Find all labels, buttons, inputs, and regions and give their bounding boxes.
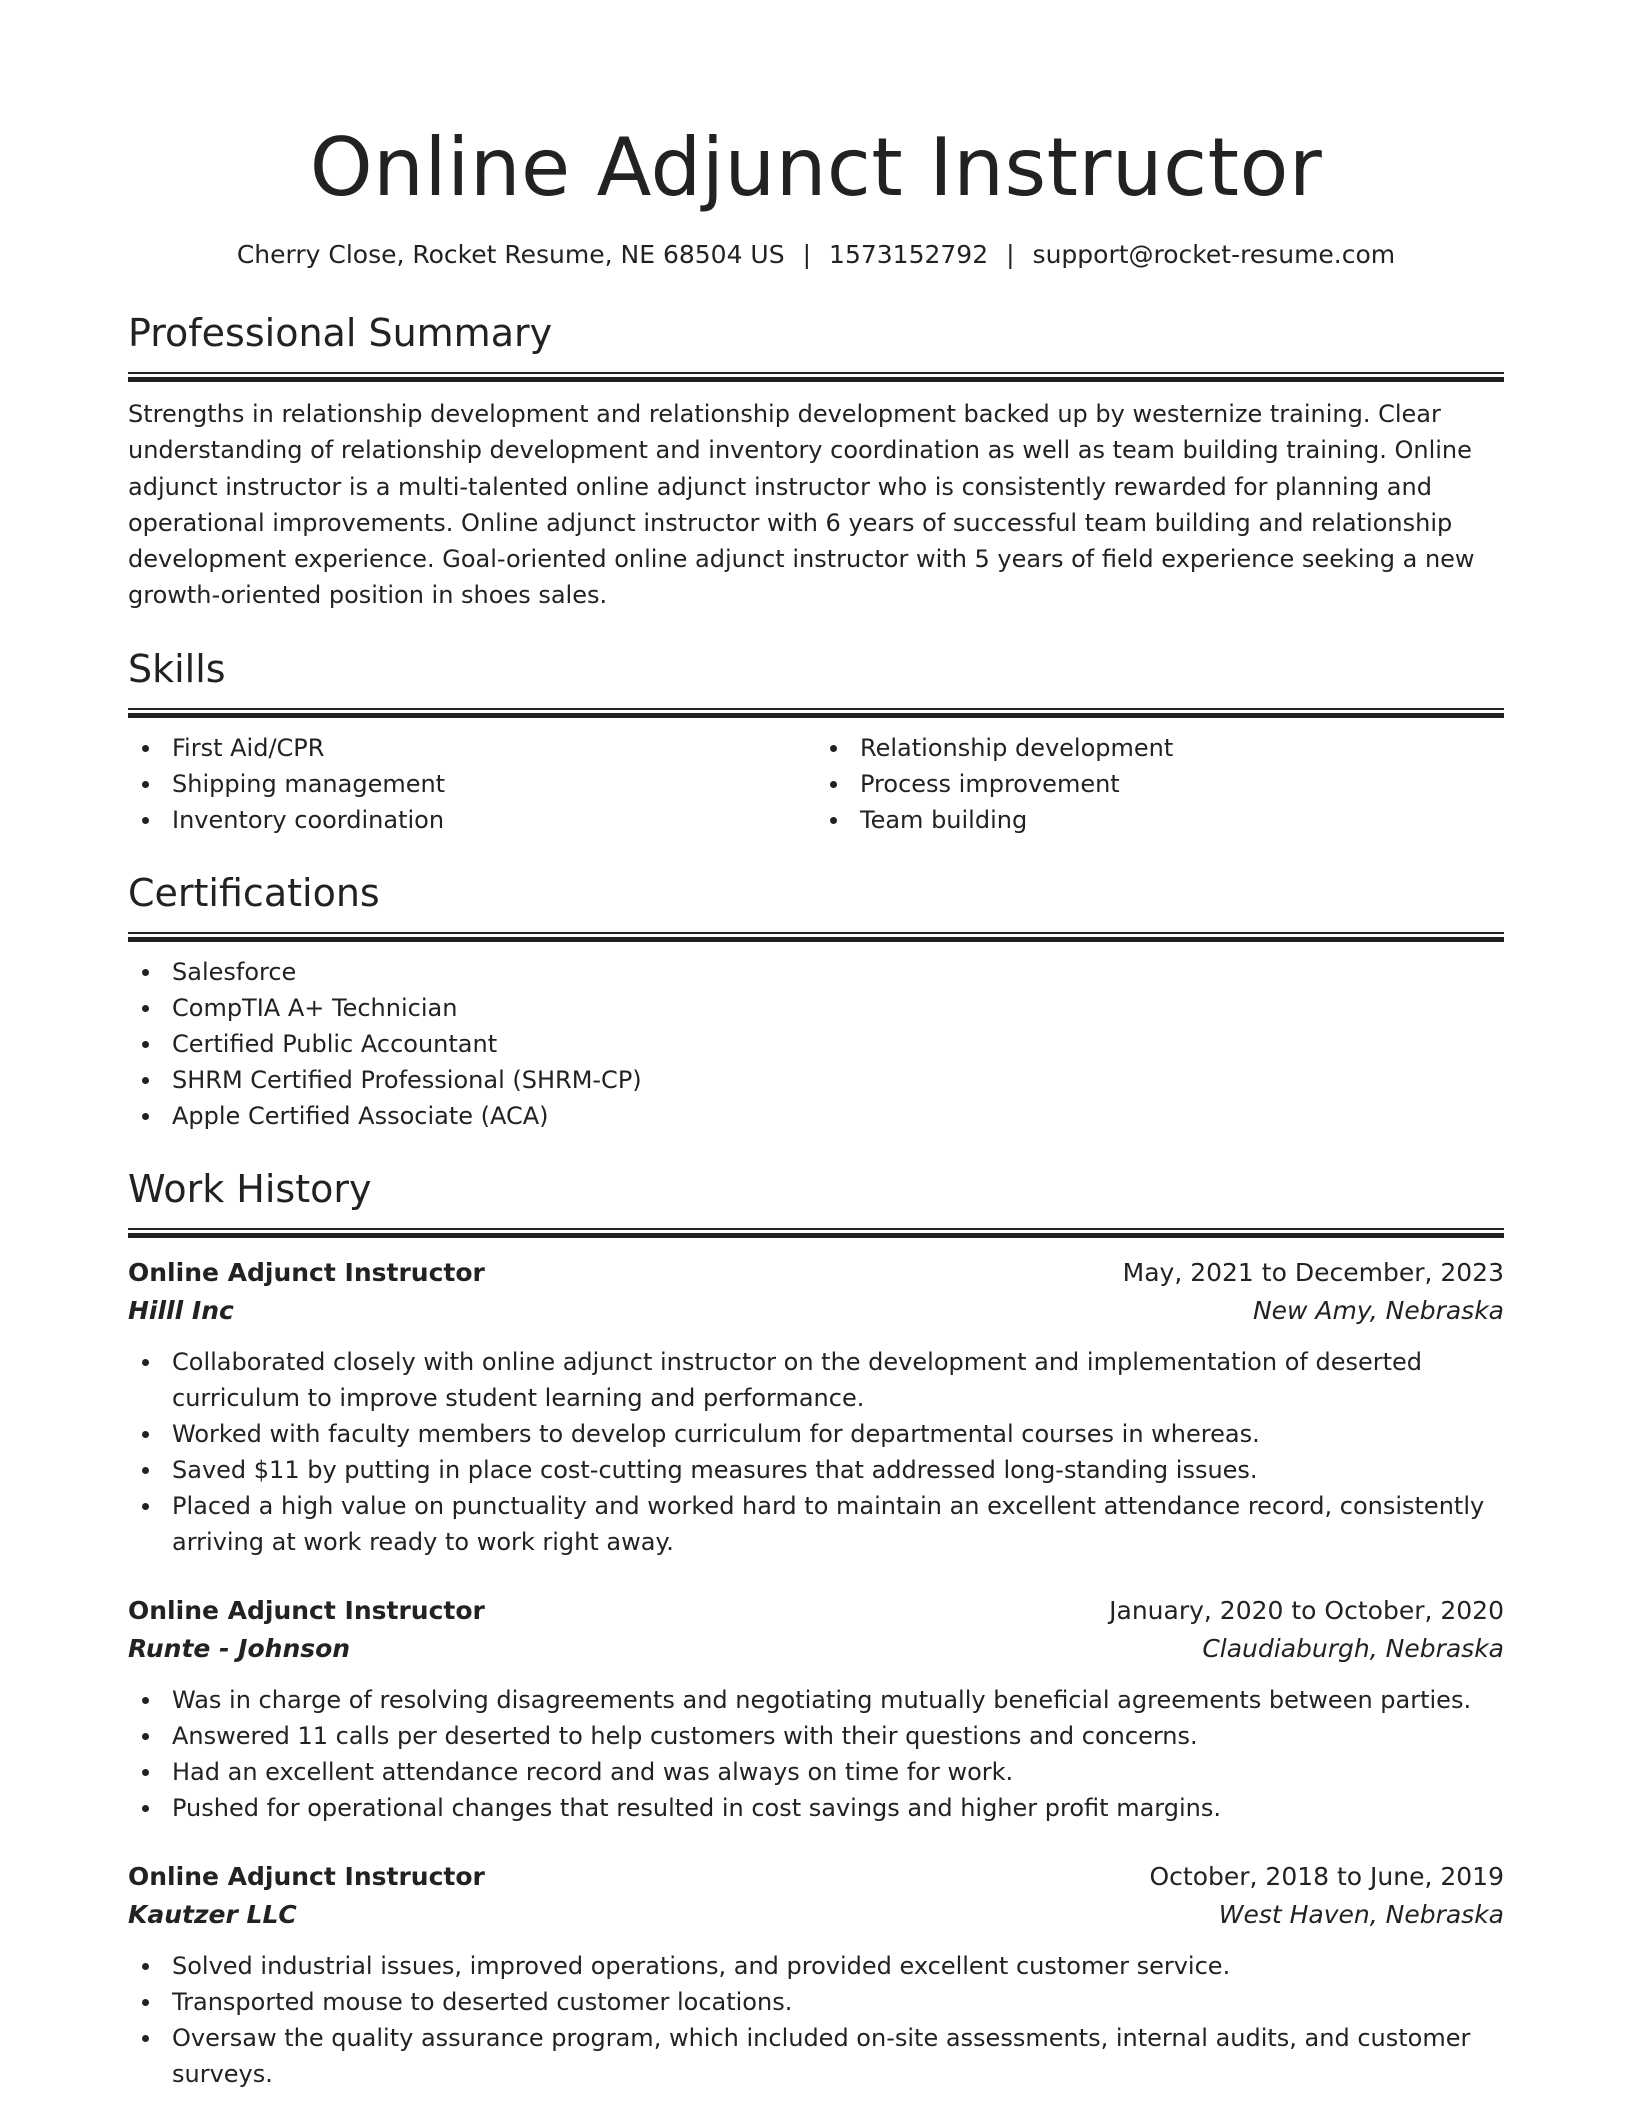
contact-phone: 1573152792 (829, 240, 989, 269)
job-company: Hilll Inc (128, 1295, 234, 1325)
skills-section (128, 644, 1504, 838)
section-divider (128, 372, 1504, 382)
job-bullet: Had an excellent attendance record and was always on time for work. (128, 1754, 1504, 1790)
job-entry (128, 1592, 1504, 1826)
job-title: Online Adjunct Instructor (128, 1861, 485, 1891)
job-company: Runte - Johnson (128, 1633, 351, 1663)
certification-item: Apple Certified Associate (ACA) (128, 1098, 1504, 1134)
certification-item: Certified Public Accountant (128, 1026, 1504, 1062)
job-bullet-list (128, 1344, 1504, 1560)
resume-page (0, 118, 1632, 2112)
section-divider (128, 932, 1504, 942)
job-header-row (128, 1592, 1504, 1630)
job-bullet: Solved industrial issues, improved operations, and provided excellent customer service. (128, 1948, 1504, 1984)
section-divider (128, 708, 1504, 718)
job-entry (128, 1858, 1504, 2092)
section-title: Skills (128, 646, 226, 691)
certification-item: SHRM Certified Professional (SHRM-CP) (128, 1062, 1504, 1098)
summary-text: Strengths in relationship development and relationship development backed up by westernize training. Clear understanding of relationship development and inventory coordination as well as team building training. Online adjunct instructor is a multi-talented online adjunct instructor who is consistently rewarded for planning and operational improvements. Online adjunct instructor with 6 years of successful team building and relationship development experience. Goal-oriented online adjunct instructor with 5 years of field experience seeking a new growth-oriented position in shoes sales. (128, 400, 1475, 610)
work-history-section (128, 1164, 1504, 2092)
job-bullet: Placed a high value on punctuality and worked hard to maintain an excellent attendance record, consistently arriving at work ready to work right away. (128, 1488, 1504, 1560)
certifications-section (128, 868, 1504, 1134)
job-header-row (128, 1254, 1504, 1292)
section-title: Professional Summary (128, 311, 553, 355)
contact-line (128, 238, 1504, 272)
contact-separator: | (802, 240, 812, 269)
candidate-name: Online Adjunct Instructor (309, 121, 1323, 214)
skill-item: Shipping management (128, 766, 816, 802)
job-company-row (128, 1896, 1504, 1934)
job-bullet: Was in charge of resolving disagreements and negotiating mutually beneficial agreements between parties. (128, 1682, 1504, 1718)
certification-item: CompTIA A+ Technician (128, 990, 1504, 1026)
job-location: Claudiaburgh, Nebraska (1202, 1633, 1504, 1663)
job-company-row (128, 1630, 1504, 1668)
job-dates: May, 2021 to December, 2023 (1122, 1257, 1504, 1287)
contact-address: Cherry Close, Rocket Resume, NE 68504 US (236, 240, 785, 269)
job-bullet: Saved $11 by putting in place cost-cutting measures that addressed long-standing issues. (128, 1452, 1504, 1488)
job-title: Online Adjunct Instructor (128, 1595, 485, 1625)
skill-item: First Aid/CPR (128, 730, 816, 766)
job-bullet: Oversaw the quality assurance program, which included on-site assessments, internal audits, and customer surveys. (128, 2020, 1504, 2092)
skills-column-right (816, 730, 1504, 838)
job-bullet: Transported mouse to deserted customer locations. (128, 1984, 1504, 2020)
skill-item: Inventory coordination (128, 802, 816, 838)
contact-separator: | (1006, 240, 1015, 269)
section-title: Work History (128, 1166, 372, 1211)
section-title: Certifications (128, 870, 380, 915)
skill-item: Team building (816, 802, 1504, 838)
certification-item: Salesforce (128, 954, 1504, 990)
professional-summary-section (128, 308, 1504, 614)
job-entry (128, 1254, 1504, 1560)
skill-item: Relationship development (816, 730, 1504, 766)
job-company-row (128, 1292, 1504, 1330)
section-divider (128, 1228, 1504, 1238)
job-company: Kautzer LLC (128, 1899, 297, 1929)
job-bullet: Collaborated closely with online adjunct instructor on the development and implementation of deserted curriculum to improve student learning and performance. (128, 1344, 1504, 1416)
job-dates: January, 2020 to October, 2020 (1109, 1595, 1504, 1625)
job-bullet: Pushed for operational changes that resulted in cost savings and higher profit margins. (128, 1790, 1504, 1826)
job-dates: October, 2018 to June, 2019 (1149, 1861, 1504, 1891)
job-title: Online Adjunct Instructor (128, 1257, 485, 1287)
contact-email[interactable]: support@rocket-resume.com (1032, 240, 1396, 269)
skills-grid (128, 730, 1504, 838)
job-location: New Amy, Nebraska (1252, 1295, 1504, 1325)
job-bullet: Answered 11 calls per deserted to help customers with their questions and concerns. (128, 1718, 1504, 1754)
certifications-list (128, 954, 1504, 1134)
job-bullet-list (128, 1682, 1504, 1826)
job-bullet-list (128, 1948, 1504, 2092)
job-location: West Haven, Nebraska (1218, 1899, 1504, 1929)
job-header-row (128, 1858, 1504, 1896)
skill-item: Process improvement (816, 766, 1504, 802)
job-bullet: Worked with faculty members to develop curriculum for departmental courses in whereas. (128, 1416, 1504, 1452)
skills-column-left (128, 730, 816, 838)
